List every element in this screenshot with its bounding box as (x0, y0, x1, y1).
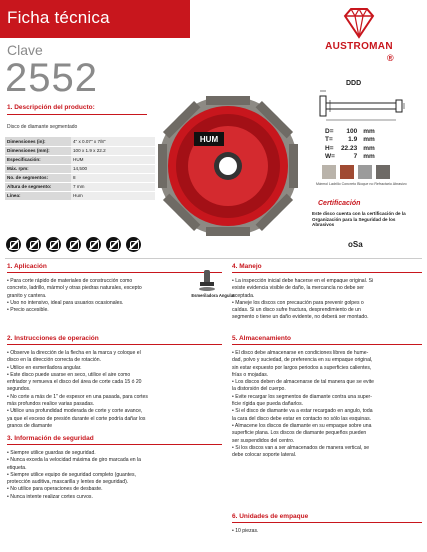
spec-row (5, 155, 155, 164)
text-line: aceptada. (232, 292, 255, 299)
text-line: dad, polvo y suciedad, de preferencia en su empaque original, (232, 357, 373, 364)
spec-value: 8 (71, 173, 155, 182)
title-banner (0, 0, 190, 38)
dimension-key: T= (325, 136, 333, 144)
text-line: • Almacene los discos de diamante en su empaque sobre una (232, 422, 372, 429)
aplicacion-heading: 1. Aplicación (7, 263, 47, 270)
diamond-logo-icon (342, 6, 376, 40)
text-line: • La inspección inicial debe hacerse en el empaque original. Si (232, 278, 374, 284)
spec-row (5, 173, 155, 182)
empaque-heading: 6. Unidades de empaque (232, 513, 309, 520)
dimension-row (322, 136, 378, 145)
text-line: protección auditiva, mascarilla y lentes de seguridad). (7, 479, 129, 486)
text-line: superficie plana. Los discos de diamante pequeños pueden (232, 430, 367, 437)
dimension-key: D= (325, 127, 334, 135)
angle-grinder-icon (198, 270, 216, 292)
text-line: • Los discos deben de almacenarse de tal manera que se evite (232, 379, 374, 386)
dimension-diagram (312, 88, 412, 124)
dimension-value: 100 (346, 127, 358, 135)
text-line: etiqueta. (7, 464, 27, 471)
seguridad-heading: 3. Información de seguridad (7, 435, 94, 442)
spec-row (5, 146, 155, 155)
text-line: debe colocar soporte lateral. (232, 452, 297, 459)
brand-logo (304, 6, 414, 66)
text-line: • Precio accesible. (7, 307, 49, 314)
manejo-text (232, 278, 422, 322)
text-line: • Nunca intente realizar cortes curvos. (7, 493, 93, 500)
dust-mask-icon (46, 237, 61, 252)
spec-label: Dimensiones (mm): (5, 146, 71, 155)
disc-segment (289, 144, 298, 188)
spec-value: 7 mm (71, 182, 155, 191)
text-line: • Evite recargar los segmentos de diamante contra una super- (232, 393, 372, 400)
osa-logo: oSa (348, 240, 363, 249)
no-curve-cut-icon (106, 237, 121, 252)
divider (7, 444, 222, 445)
text-line: • Nunca exceda la velocidad máxima de giro marcada en la (7, 457, 142, 464)
disc-label: HUM (199, 135, 219, 144)
almacenamiento-heading: 5. Almacenamiento (232, 335, 292, 342)
brand-name: AUSTROMAN (325, 41, 393, 52)
divider (232, 344, 422, 345)
description-heading: 1. Descripción del producto: (7, 104, 95, 111)
spec-value: 14,500 (71, 164, 155, 173)
spec-row (5, 191, 155, 200)
dimension-row (322, 144, 378, 153)
text-line: ficie rígida que pueda dañarlos. (232, 401, 304, 408)
no-grinding-icon (86, 237, 101, 252)
text-line: • No utilice para operaciones de desbaste. (7, 486, 103, 493)
brick-swatch (340, 165, 354, 179)
divider (5, 258, 422, 259)
spec-label: Línea: (5, 191, 71, 200)
text-line: ya que el exceso de presión durante el corte podría dañar los (7, 415, 146, 422)
dimension-value: 7 (353, 153, 358, 161)
text-line: más profundos realice varias pasadas. (7, 401, 95, 408)
empaque-text (232, 528, 422, 535)
materials-swatches (322, 165, 390, 179)
text-line: • Si el disco de diamante va a estar recargado en angulo, toda (232, 408, 373, 415)
divider (232, 522, 422, 523)
materials-labels: Mármol Ladrillo Concreto Bloque no Refractario Abrasivo (316, 182, 407, 186)
spec-value: 4" x 0.07" x 7/8" (71, 137, 155, 146)
spec-row (5, 164, 155, 173)
dimension-unit: mm (363, 144, 375, 152)
text-line: enfriador y remueva el disco del área de corte cada 15 ó 20 (7, 379, 142, 386)
disc-segment (158, 144, 167, 188)
disc-segment (206, 227, 250, 236)
dimension-key: H= (325, 144, 334, 152)
page-title: Ficha técnica (7, 8, 110, 27)
text-line: • Este disco puede usarse en seco, utilice el aire como (7, 371, 131, 378)
text-line: • Si los discos van a ser almacenados de manera vertical, se (232, 444, 370, 451)
safety-icons (6, 237, 141, 252)
dimension-row (322, 153, 378, 162)
registered-mark: ® (387, 53, 394, 63)
text-line: concreto, ladrillo, mármol y otras piedras naturales, excepto (7, 285, 142, 292)
dimension-title: DDD (346, 80, 362, 87)
text-line: • Maneje los discos con precaución para prevenir golpes o (232, 299, 364, 306)
spec-row (5, 137, 155, 146)
angle-grinder-label: Esmeriladora Angular (191, 293, 235, 298)
marble-swatch (322, 165, 336, 179)
spec-label: Dimensiones (in): (5, 137, 71, 146)
text-line: • Utilice una profundidad moderada de corte y corte avance, (7, 408, 143, 415)
text-line: sin estar expuesto por largos periodos a superficies calientes, (232, 364, 372, 371)
spec-label: Máx. rpm: (5, 164, 71, 173)
manejo-heading: 4. Manejo (232, 263, 262, 270)
disc-segment (206, 96, 250, 105)
safety-goggles-icon (6, 237, 21, 252)
spec-row (5, 182, 155, 191)
divider (7, 114, 147, 115)
text-line: • No corte a más de 1" de espesor en una pasada, para cortes (7, 393, 148, 400)
dimension-unit: mm (363, 127, 375, 135)
clave-label: Clave (7, 42, 43, 58)
text-line: la distorsión del cuerpo. (232, 386, 286, 393)
instrucciones-heading: 2. Instrucciones de operación (7, 335, 99, 342)
text-line: caídas. Si un disco sufre fractura, desprendimiento de un (232, 307, 361, 314)
dimension-key: W= (325, 153, 335, 161)
seguridad-text (7, 450, 222, 501)
certification-text: Este disco cuenta con la certificación de la Organización para la Seguridad de los Abrasivos (312, 211, 406, 228)
ear-protection-icon (26, 237, 41, 252)
divider (7, 344, 222, 345)
instrucciones-text (7, 350, 222, 430)
text-line: disco en la dirección correcta de rotación. (7, 357, 102, 364)
text-line: granos de diamante (7, 422, 53, 429)
divider (7, 272, 222, 273)
text-line: • 10 piezas. (232, 528, 259, 534)
no-side-pressure-icon (126, 237, 141, 252)
text-line: • Uso no intensivo, ideal para usuarios ocasionales. (7, 299, 124, 306)
dimension-value: 1.9 (348, 136, 358, 144)
text-line: existe evidencia visible de daño, la mercancía no debe ser (232, 285, 364, 292)
text-line: • Siempre utilice guardas de seguridad. (7, 450, 96, 456)
text-line: • Utilice en esmeriladora angular. (7, 364, 82, 371)
text-line: granito y cantera. (7, 292, 47, 299)
spec-value: HUM (71, 155, 155, 164)
certification-title: Certificación (318, 200, 361, 207)
text-line: la cara del disco debe estar en contacto no sólo las esquinas. (232, 415, 372, 422)
text-line: • Siempre utilice equipo de seguridad completo (guantes, (7, 471, 136, 478)
diamond-disc-image (152, 92, 304, 240)
dimension-row (322, 127, 378, 136)
aplicacion-text (7, 278, 197, 314)
spec-value: Hum (71, 191, 155, 200)
spec-value: 100 x 1.9 x 22.2 (71, 146, 155, 155)
text-line: • Para corte rápido de materiales de construcción como (7, 278, 133, 284)
concrete-swatch (358, 165, 372, 179)
text-line: frías o mojadas. (232, 371, 269, 378)
spec-label: Especificación: (5, 155, 71, 164)
product-code: 2552 (5, 56, 98, 100)
dimension-unit: mm (363, 136, 375, 144)
text-line: • El disco debe almacenarse en condiciones libres de hume- (232, 350, 369, 356)
almacenamiento-text (232, 350, 422, 459)
text-line: ser suspendidos del centro. (232, 437, 295, 444)
description-text: Disco de diamante segmentado (7, 124, 78, 130)
divider (232, 272, 422, 273)
text-line: segmento o tiene un daño evidente, no deberá ser montado. (232, 314, 369, 321)
dimension-table (322, 127, 378, 161)
text-line: segundos. (7, 386, 31, 393)
spec-label: Altura de segmento: (5, 182, 71, 191)
gloves-icon (66, 237, 81, 252)
text-line: • Observe la dirección de la flecha en la marca y coloque el (7, 350, 141, 356)
spec-label: No. de segmentos: (5, 173, 71, 182)
block-swatch (376, 165, 390, 179)
spec-table (5, 137, 155, 201)
dimension-value: 22.23 (340, 144, 358, 152)
dimension-unit: mm (363, 153, 375, 161)
